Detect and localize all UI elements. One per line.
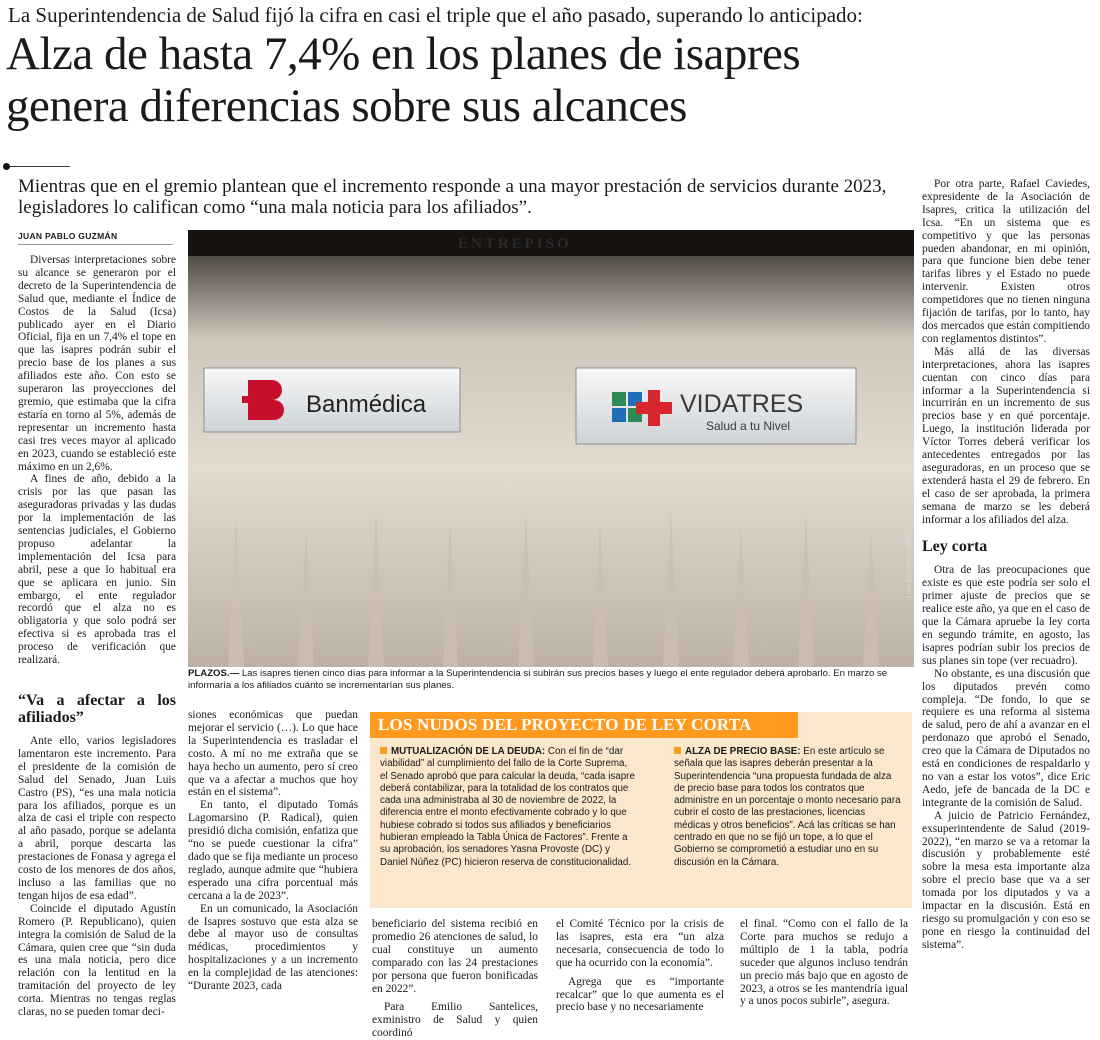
box-item-text: Con el fin de “dar viabilidad” al cumplimiento del fallo de la Corte Suprema, el Senado aprobó que para calcular la deuda, “cada isapre deberá contabilizar, para la totalidad de los contratos que cada una administraba al 30 de noviembre de 2022, la diferencia entre el monto efectivamente cobrado y lo que hubiese cobrado si todos sus afiliados y beneficiarios hubieran empleado la Tabla Única de Factores”. Frente a su aprobación, los senadores Yasna Provoste (DC) y Daniel Núñez (PC) hicieron reserva de constitucionalidad. (380, 746, 635, 868)
paragraph: el Comité Técnico por la crisis de las isapres, esta era “un alza necesaria, consecuencia de todo lo que ha ocurrido con la economía”. (556, 918, 724, 969)
paragraph: Agrega que es “importante recalcar” que lo que aumenta es el precio base y no necesariamente (556, 975, 724, 1014)
caption-label: PLAZOS.— (188, 668, 240, 679)
box-item-text: En este artículo se señala que las isapres deberán presentar a la Superintendencia “una propuesta fundada de alza de precio base para todos los contratos que administre en un porcentaje o monto necesario para cubrir el costo de las prestaciones, licencias médicas y otros beneficios”. Acá las críticas se han centrado en que no se fijó un tope, a lo que el Gobierno se comprometió a estudiar uno en su discusión en la Cámara. (674, 746, 901, 868)
paragraph: Por otra parte, Rafael Caviedes, expresidente de la Asociación de Isapres, critica la utilización del Icsa. “En un sistema que es competitivo y que las personas pueden abandonar, en mi opinión, para que funcione bien debe tener tarifas libres y el Estado no puede intervenir. Existen otros competidores que no tienen ninguna fijación de tarifas, por lo tanto, hay dos mercados que están compitiendo con reglamentos distintos”. (922, 178, 1090, 345)
article-column-1 (18, 254, 176, 667)
article-column-5 (740, 918, 908, 1008)
paragraph: Otra de las preocupaciones que existe es que este podría ser solo el primer ajuste de precios que se realice este año, ya que en el caso de que la Cámara apruebe la ley corta en segundo trámite, en agosto, las isapres podrían subir los precios de sus planes sin tope (ver recuadro). (922, 564, 1090, 667)
photo-illustration (188, 230, 914, 667)
article-column-1b (18, 692, 176, 1019)
paragraph: No obstante, es una discusión que los diputados prevén como compleja. “De fondo, lo que se requiere es una reforma al sistema de salud, pero de ahí a avanzar en el perdonazo que aprobó el Senado, creo que la Cámara de Diputados no está en condiciones de respaldarlo y no van a estar los votos”, dice Eric Aedo, jefe de bancada de la DC e integrante de la comisión de Salud. (922, 667, 1090, 809)
sidebar-box-ley-corta (370, 712, 912, 908)
paragraph: beneficiario del sistema recibió en promedio 26 atenciones de salud, lo cual constituye un aumento comparado con las 24 prestaciones por persona que fueron bonificadas en 2022”. (372, 918, 538, 995)
paragraph: En tanto, el diputado Tomás Lagomarsino (P. Radical), quien presidió dicha comisión, enfatiza que “no se puede cuestionar la cifra” dado que se fija mediante un proceso reglado, aunque admite que “hubiera esperado una cifra porcentual más cercana a la de 2023”. (188, 799, 358, 902)
box-item-alza-precio (674, 746, 902, 869)
byline-rule (18, 244, 173, 245)
paragraph: A juicio de Patricio Fernández, exsuperintendente de Salud (2019-2022), “en marzo se va a retomar la discusión y probablemente esté sobre la mesa esta importante alza sobre el precio base que va a ser tomada por los diputados y va a impactar en la discusión. Está en riesgo su promulgación y con eso se pone en riesgo la continuidad del sistema”. (922, 809, 1090, 951)
paragraph: A fines de año, debido a la crisis por las que pasan las aseguradoras privadas y las dudas por la implementación de las sentencias judiciales, el Gobierno propuso adelantar la implementación del Icsa para abril, pese a que lo habitual era que se aplicara en junio. Sin embargo, el ente regulador recordó que el alza no es obligatoria y que solo podrá ser efectiva si es aprobada tras el proceso de verificación que realizará. (18, 473, 176, 667)
sign-vidatres-title: VIDATRES (680, 390, 804, 418)
paragraph: Diversas interpretaciones sobre su alcance se generaron por el decreto de la Superintendencia de Salud que, mediante el Índice de Costos de la Salud (Icsa) publicado ayer en el Diario Oficial, fija en un 7,4% el tope en que las isapres podrán subir el precio base de los planes a sus afiliados este año. Con esto se superaron las proyecciones del gremio, que estimaba que la cifra estaría en torno al 5%, además de representar un incremento hasta casi tres veces mayor al aplicado en 2023, cuando se estableció este máximo en un 2,6%. (18, 254, 176, 473)
headline-line-2: genera diferencias sobre sus alcances (6, 80, 687, 132)
article-column-4 (556, 918, 724, 1014)
box-item-mutualizacion (380, 746, 636, 869)
article-column-2 (188, 709, 358, 993)
paragraph: Ante ello, varios legisladores lamentaron este incremento. Para el presidente de la comisión de Salud del Senado, Juan Luis Castro (PS), “es una mala noticia para los afiliados, porque es un alza de casi el triple con respecto al año pasado, porque se adelanta a abril, porque descarta las prestaciones de Fonasa y agrega el costo de los menores de dos años, incluso a las familias que no tengan hijos de esa edad”. (18, 735, 176, 902)
paragraph: el final. “Como con el fallo de la Corte para muchos se redujo a múltiplo de 1 la tabla, podría suceder que algunos incluso tendrán un precio más bajo que en agosto de 2023, a otros se les mantendría igual y a unos pocos subirle”, asegura. (740, 918, 908, 1008)
paragraph: siones económicas que puedan mejorar el servicio (…). Lo que hace la Superintendencia es trasladar el costo. A mí no me extraña que se haya hecho un aumento, pero sí creo que va a afectar a muchos que hoy están en el sistema”. (188, 709, 358, 799)
paragraph: Más allá de las diversas interpretaciones, ahora las isapres cuentan con cinco días para informar a la Superintendencia si incurrirán en un incremento de sus precios base y en qué porcentaje. Luego, la institución liderada por Víctor Torres deberá verificar los antecedentes entregados por las aseguradoras, en un proceso que se extenderá hasta el 29 de febrero. En el caso de ser aprobada, la primera semana de marzo se les deberá informar a los afiliados del alza. (922, 345, 1090, 526)
photo-isapres-signs (188, 230, 914, 667)
divider (6, 166, 70, 167)
subhead-afectar: “Va a afectar a los afiliados” (18, 692, 176, 726)
photo-caption (188, 668, 914, 692)
sign-banmedica: Banmédica (306, 391, 427, 418)
wall-sign-text: ENTREPISO (458, 236, 572, 252)
subhead-ley-corta: Ley corta (922, 538, 988, 556)
photo-credit: JUAN EDUARDO LÓPEZ (907, 531, 913, 600)
caption-text: Las isapres tienen cinco días para informar a la Superintendencia si subirán sus precios bases y luego el ente regulador deberá aprobarlo. En marzo se informaría a los afiliados cuánto se incrementarían sus planes. (188, 668, 888, 691)
article-column-3 (372, 918, 538, 1040)
kicker: La Superintendencia de Salud fijó la cifra en casi el triple que el año pasado, superando lo anticipado: (8, 3, 863, 27)
square-bullet-icon (674, 747, 681, 754)
article-column-6 (922, 178, 1090, 952)
bullet-dot (3, 163, 10, 170)
lede: Mientras que en el gremio plantean que el incremento responde a una mayor prestación de servicios durante 2023, legisladores lo califican como “una mala noticia para los afiliados”. (18, 176, 887, 218)
paragraph: En un comunicado, la Asociación de Isapres sostuvo que esta alza se debe al mayor uso de consultas médicas, procedimientos y hospitalizaciones y a un incremento en la complejidad de las atenciones: “Durante 2023, cada (188, 902, 358, 993)
byline: JUAN PABLO GUZMÁN (18, 231, 118, 241)
paragraph: Para Emilio Santelices, exministro de Salud y quien coordinó (372, 1001, 538, 1040)
square-bullet-icon (380, 747, 387, 754)
paragraph: Coincide el diputado Agustín Romero (P. Republicano), quien integra la comisión de Salud de la Cámara, quien cree que “sin duda es una mala noticia, pero dice relación con la lentitud en la tramitación del proyecto de ley corta. Mientras no tengas reglas claras, no se pueden tomar deci- (18, 902, 176, 1019)
headline (6, 28, 800, 132)
box-title: LOS NUDOS DEL PROYECTO DE LEY CORTA (370, 712, 798, 738)
box-item-label: ALZA DE PRECIO BASE: (685, 746, 801, 757)
sign-vidatres-subtitle: Salud a tu Nivel (706, 419, 791, 433)
box-item-label: MUTUALIZACIÓN DE LA DEUDA: (391, 746, 546, 757)
headline-line-1: Alza de hasta 7,4% en los planes de isapres (6, 28, 801, 80)
